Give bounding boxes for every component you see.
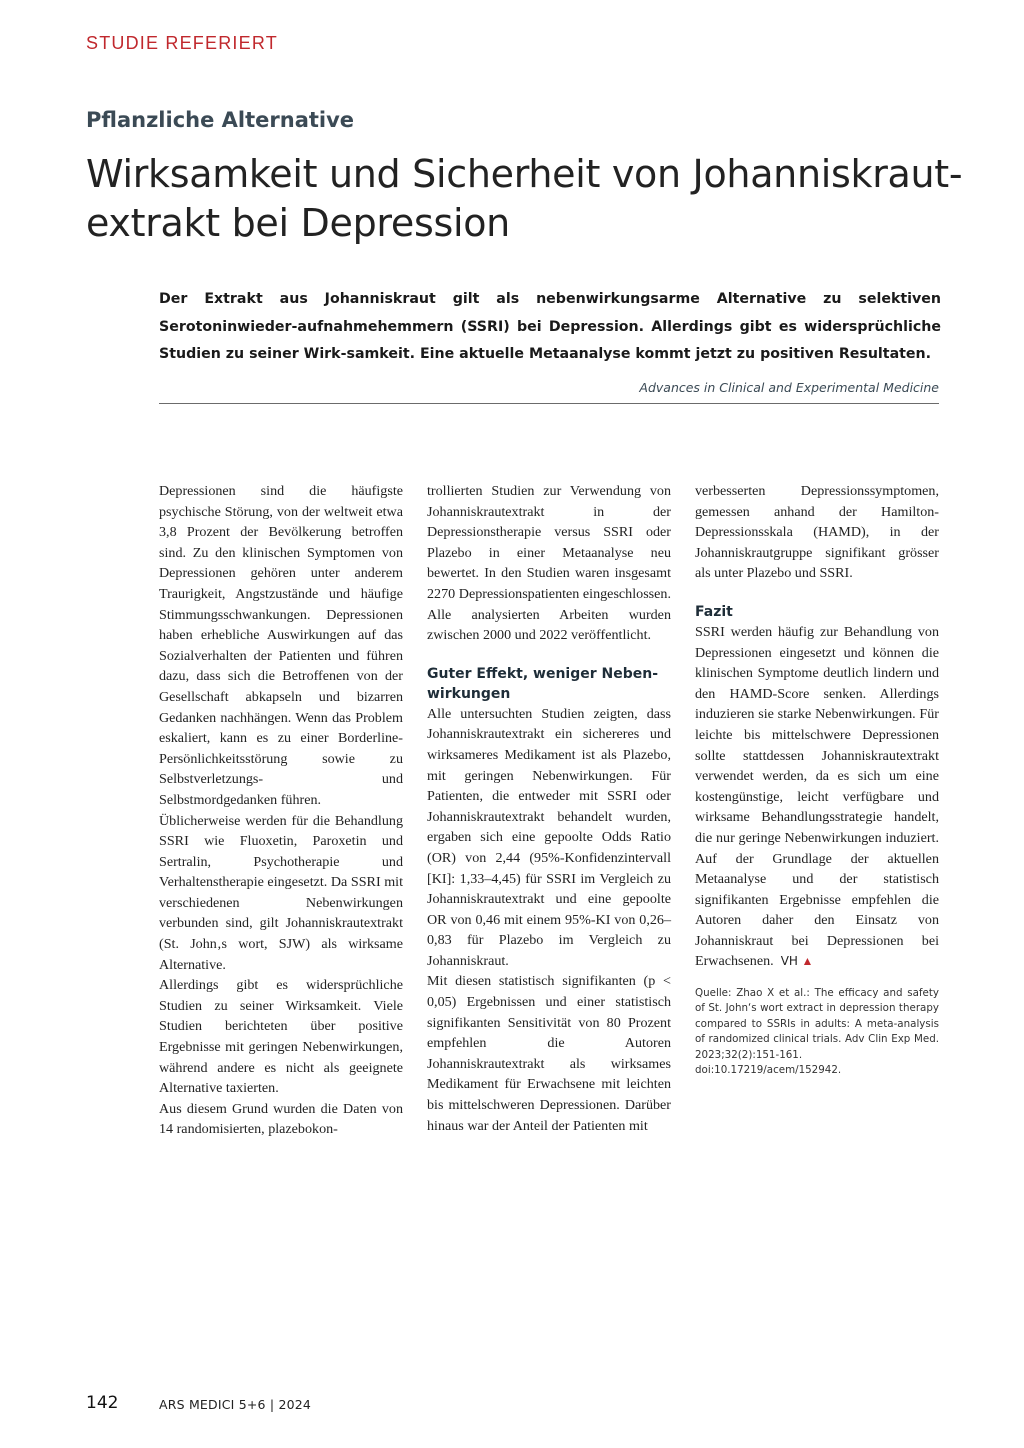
article-lead: Der Extrakt aus Johanniskraut gilt als nebenwirkungsarme Alternative zu selektiven Serotoninwieder-aufnahmehemmern (SSRI) bei Depression. Allerdings gibt es widersprüchliche Studien zu seiner Wirk-samkeit. Eine aktuelle Metaanalyse kommt jetzt zu positiven Resultaten.	[159, 291, 941, 362]
body-paragraph: Depressionen sind die häufigste psychische Störung, von der weltweit etwa 3,8 Prozent der Bevölkerung betroffen sind. Zu den klinischen Symptomen von Depressionen gehören unter anderem Traurigkeit, Angstzustände und häufige Stimmungsschwankungen. Depressionen haben erhebliche Auswirkungen auf das Sozialverhalten der Patienten und führen dazu, dass sich die Betroffenen von der Gesellschaft abkapseln und bizarren Gedanken nachhängen. Wenn das Problem eskaliert, kann es zu einer Borderline-Persönlichkeitsstörung sowie zu Selbstverletzungs- und Selbstmordgedanken führen.	[159, 483, 403, 808]
column-2	[427, 481, 671, 1136]
body-paragraph: Allerdings gibt es widersprüchliche Studien zu seiner Wirksamkeit. Viele Studien berichteten über positive Ergebnisse mit geringen Nebenwirkungen, während andere es nicht als geeignete Alternative taxierten.	[159, 977, 403, 1097]
article-kicker: Pflanzliche Alternative	[86, 108, 355, 132]
body-paragraph: trollierten Studien zur Verwendung von Johanniskrautextrakt in der Depressionstherapie versus SSRI oder Plazebo in einer Metaanalyse neu bewertet. In den Studien waren insgesamt 2270 Depressionspatienten eingeschlossen. Alle analysierten Arbeiten wurden zwischen 2000 und 2022 veröffentlicht.	[427, 483, 671, 644]
body-paragraph: Mit diesen statistisch signifikanten (p < 0,05) Ergebnissen und einer statistisch signifikanten Sensitivität von 80 Prozent empfehlen die Autoren Johanniskrautextrakt als wirksames Medikament für Erwachsene mit leichten bis mittelschweren Depressionen. Darüber hinaus war der Anteil der Patienten mit	[427, 973, 671, 1134]
fazit-text: SSRI werden häufig zur Behandlung von Depressionen eingesetzt und können die klinischen Symptome deutlich lindern und den HAMD-Score senken. Allerdings induzieren sie starke Nebenwirkungen. Für leichte bis mittelschwere Depressionen sollte stattdessen Johanniskrautextrakt verwendet werden, da es sich um eine kostengünstige, leicht verfügbare und wirksame Behandlungsstrategie handelt, die nur geringe Nebenwirkungen induziert. Auf der Grundlage der aktuellen Metaanalyse und der statistisch signifikanten Ergebnisse empfehlen die Autoren daher den Einsatz von Johanniskraut bei Depressionen bei Erwachsenen.	[695, 623, 939, 970]
end-triangle-icon: ▲	[801, 954, 814, 969]
source-journal: Advances in Clinical and Experimental Medicine	[639, 380, 939, 395]
footer-journal: ARS MEDICI 5+6 | 2024	[159, 1397, 312, 1412]
body-paragraph	[695, 622, 939, 972]
body-paragraph: verbesserten Depressionssymptomen, gemessen anhand der Hamilton-Depressionsskala (HAMD), in der Johanniskrautgruppe signifikant grösser als unter Plazebo und SSRI.	[695, 483, 939, 582]
body-paragraph: Alle untersuchten Studien zeigten, dass Johanniskrautextrakt ein sichereres und wirksameres Medikament ist als Plazebo, mit geringen Nebenwirkungen. Für Patienten, die entweder mit SSRI oder Johanniskrautextrakt behandelt wurden, ergaben sich eine gepoolte Odds Ratio (OR) von 2,44 (95%-Konfidenzintervall [KI]: 1,33–4,45) für SSRI im Vergleich zu Johanniskrautextrakt und eine gepoolte OR von 0,46 mit einem 95%-KI von 0,26–0,83 für Plazebo im Vergleich zu Johanniskraut.	[427, 705, 671, 969]
column-3	[695, 481, 939, 1079]
section-label: STUDIE REFERIERT	[86, 33, 278, 53]
page-number: 142	[86, 1393, 119, 1413]
subheading-fazit: Fazit	[695, 603, 733, 620]
author-sign: VH	[780, 954, 798, 969]
body-paragraph: Aus diesem Grund wurden die Daten von 14 randomisierten, plazebokon-	[159, 1100, 403, 1138]
subheading: Guter Effekt, weniger Neben-wirkungen	[427, 665, 659, 702]
column-1	[159, 481, 403, 1140]
divider	[159, 403, 939, 404]
body-paragraph: Üblicherweise werden für die Behandlung SSRI wie Fluoxetin, Paroxetin und Sertralin, Psychotherapie und Verhaltenstherapie eingesetzt. Da SSRI mit verschiedenen Nebenwirkungen verbunden sind, gilt Johanniskrautextrakt (St. John‚s wort, SJW) als wirksame Alternative.	[159, 812, 403, 973]
article-title: Wirksamkeit und Sicherheit von Johanniskraut-extrakt bei Depression	[86, 152, 963, 245]
source-citation: Quelle: Zhao X et al.: The efficacy and safety of St. John‘s wort extract in depression therapy compared to SSRIs in adults: A meta-analysis of randomized clinical trials. Adv Clin Exp Med. 2023;32(2):151-161. doi:10.17219/acem/152942.	[695, 987, 939, 1077]
